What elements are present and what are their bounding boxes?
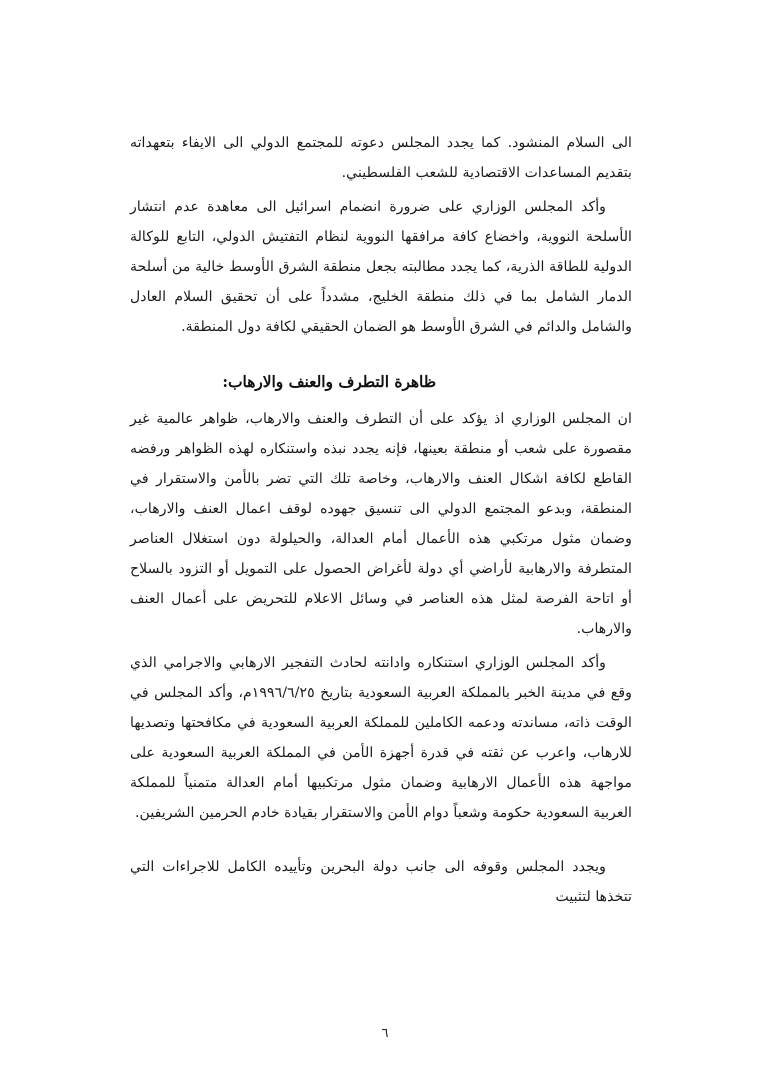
- section-heading-wrap: [130, 368, 632, 396]
- paragraph-extremism-global: ان المجلس الوزاري اذ يؤكد على أن التطرف والعنف والارهاب، ظواهر عالمية غير مقصورة على شعب أو منطقة بعينها، فإنه يجدد نبذه واستنكاره لهذه الظواهر ورفضه القاطع لكافة اشكال العنف والارهاب، وخاصة تلك التي تضر بالأمن والاستقرار في المنطقة، وبدعو المجتمع الدولي الى تنسيق جهوده لوقف اعمال العنف والارهاب، وضمان مثول مرتكبي هذه الأعمال أمام العدالة، والحيلولة دون استغلال العناصر المتطرفة والارهابية لأراضي أي دولة لأغراض الحصول على التمويل أو التزود بالسلاح أو اتاحة الفرصة لمثل هذه العناصر في وسائل الاعلام للتحريض على أعمال العنف والارهاب.: [130, 411, 632, 637]
- document-body: [130, 128, 632, 916]
- paragraph-block-bahrain: [130, 852, 632, 912]
- paragraph-block-extremism: [130, 404, 632, 644]
- paragraph-nuclear-weapons: وأكد المجلس الوزاري على ضرورة انضمام اسرائيل الى معاهدة عدم انتشار الأسلحة النووية، واخضاع كافة مرافقها النووية لنظام التفتيش الدولي، التابع للوكالة الدولية للطاقة الذرية، كما يجدد مطالبته بجعل منطقة الشرق الأوسط خالية من أسلحة الدمار الشامل بما في ذلك منطقة الخليج، مشدداً على أن تحقيق السلام العادل والشامل والدائم في الشرق الأوسط هو الضمان الحقيقي لكافة دول المنطقة.: [130, 199, 632, 335]
- paragraph-spacer: [130, 832, 632, 852]
- paragraph-peace-continuation: الى السلام المنشود. كما يجدد المجلس دعوته للمجتمع الدولي الى الايفاء بتعهداته بتقديم المساعدات الاقتصادية للشعب الفلسطيني.: [130, 135, 632, 181]
- paragraph-block-bombing: [130, 648, 632, 828]
- page-number: ٦: [381, 1026, 389, 1041]
- paragraph-bahrain-support: ويجدد المجلس وقوفه الى جانب دولة البحرين وتأييده الكامل للاجراءات التي تتخذها لتثبيت: [130, 859, 632, 905]
- section-heading-extremism-terrorism: ظاهرة التطرف والعنف والارهاب:: [222, 373, 436, 391]
- paragraph-block-nuclear: [130, 192, 632, 342]
- paragraph-bombing-saudi: وأكد المجلس الوزاري استنكاره وادانته لحادث التفجير الارهابي والاجرامي الذي وقع في مدينة الخبر بالمملكة العربية السعودية بتاريخ ١٩٩٦/٦/٢٥م، وأكد المجلس في الوقت ذاته، مساندته ودعمه الكاملين للمملكة العربية السعودية في مكافحتها وتصديها للارهاب، واعرب عن ثقته في قدرة أجهزة الأمن في المملكة العربية السعودية على مواجهة هذه الأعمال الارهابية وضمان مثول مرتكبيها أمام العدالة متمنياً للمملكة العربية السعودية حكومة وشعباً دوام الأمن والاستقرار بقيادة خادم الحرمين الشريفين.: [130, 655, 632, 821]
- paragraph-block-peace: [130, 128, 632, 188]
